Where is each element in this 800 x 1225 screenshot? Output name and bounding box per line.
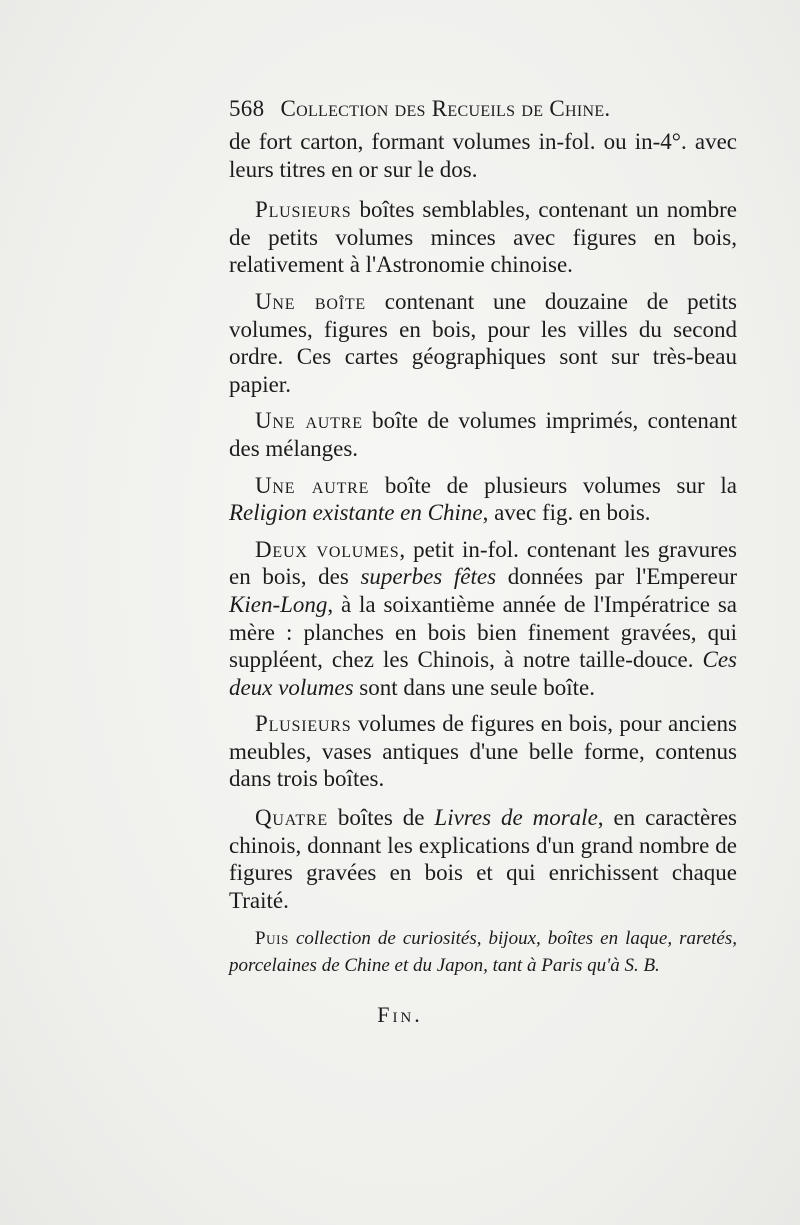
fin-mark: Fin. (377, 1002, 423, 1027)
paragraph-text: volumes de figures en bois, pour anciens meubles, vases antiques d'une belle forme, contenus dans trois boîtes. (229, 711, 737, 792)
body-text (229, 128, 737, 979)
running-title: Collection des Recueils de Chine. (280, 96, 611, 121)
paragraph-text: , petit in-fol. contenant les gravures en bois, des (229, 536, 737, 590)
paragraph-morale (229, 804, 737, 914)
paragraph-text: boîte de plusieurs volumes sur la (369, 472, 737, 498)
italic-title: Livres de morale (434, 805, 598, 831)
continuation-paragraph: de fort carton, formant volumes in-fol. ou in-4°. avec leurs titres en or sur le dos. (229, 129, 737, 182)
paragraph-text: , en caractères chinois, donnant les explications d'un grand nombre de figures gravées en bois et qui enrichissent chaque Traité. (229, 805, 738, 913)
paragraph-text: boîte de volumes imprimés, contenant des mélanges. (229, 408, 738, 461)
italic-title: Religion existante en Chine (229, 500, 483, 526)
paragraph-lead: Puis (255, 928, 289, 950)
paragraph-text: boîtes de (327, 805, 435, 831)
italic-phrase: superbes fêtes (360, 564, 497, 590)
italic-name: Kien-Long (229, 591, 328, 617)
paragraph-lead: Plusieurs (255, 197, 352, 223)
paragraph-melanges (229, 407, 737, 462)
paragraph-lead: Quatre (255, 805, 328, 831)
paragraph-villes (229, 288, 737, 398)
paragraph-deux-volumes (229, 536, 737, 702)
running-header (229, 94, 737, 124)
paragraph-curiosites (229, 925, 737, 979)
paragraph-text: boîtes semblables, contenant un nombre de petits volumes minces avec figures en bois, relativement à l'Astronomie chinoise. (229, 197, 737, 278)
paragraph-lead: Une autre (255, 408, 363, 434)
italic-phrase: Ces deux volumes (229, 647, 737, 700)
paragraph-meubles (229, 710, 737, 793)
paragraph-text: données par l'Empereur (496, 564, 738, 590)
paragraph-lead: Une autre (255, 472, 370, 498)
page-number: 568 (229, 96, 265, 121)
paragraph-religion (229, 472, 737, 527)
paragraph-lead: Une boîte (255, 288, 367, 314)
paragraph-lead: Deux volumes (255, 536, 400, 562)
paragraph-text: collection de curiosités, bijoux, boîtes en laque, raretés, porcelaines de Chine et du Japon, tant à Paris qu'à S. B. (229, 928, 737, 977)
paragraph-text: contenant une douzaine de petits volumes, figures en bois, pour les villes du second ordre. Ces cartes géographiques sont sur très-beau papier. (229, 288, 737, 397)
paragraph-text: sont dans une seule boîte. (353, 674, 596, 700)
paragraph-text: , à la soixantième année de l'Impératrice sa mère : planches en bois bien finement gravées, qui suppléent, chez les Chinois, à notre taille-douce. (229, 591, 737, 673)
paragraph-astronomy (229, 196, 737, 279)
paragraph-text: , avec fig. en bois. (482, 500, 651, 526)
paragraph-lead: Plusieurs (255, 711, 352, 737)
